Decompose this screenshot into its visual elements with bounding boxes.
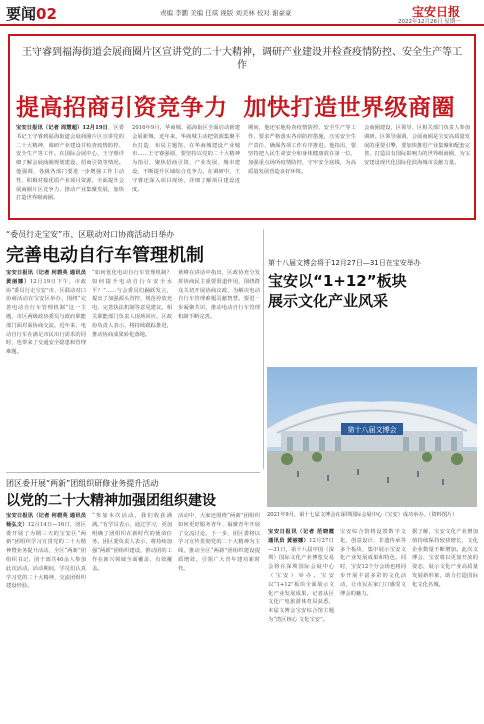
lead-byline: 宝安日报讯（记者 周慧超）12月19日	[16, 125, 108, 131]
story-b-byline: 宝安日报讯（记者 范晓霞 通讯员 黄丽娜）	[268, 529, 334, 544]
story-c-column-2: “参加本次活动，我们收获满满。”有学员表示，通过学习，更加明确了团组织在新时代的使命任务。团区委负责人表示，将持续加强“两新”团组织建设，推动团的工作在新兴领域全面覆盖、有效覆盖。	[92, 513, 172, 572]
story-c-headline: 以党的二十大精神加强团组织建设	[6, 493, 216, 509]
story-c-kicker: 团区委开展“两新”团组织研修业务提升活动	[6, 479, 159, 488]
paper-logo: 宝安日报	[412, 5, 461, 19]
divider	[263, 229, 264, 469]
story-a-kicker: “委员行走宝安”市、区联动对口协商活动日举办	[6, 230, 175, 239]
section-name: 要闻	[6, 5, 37, 23]
story-c-text-1: 12月14日—16日，团区委开展了为期三天的宝安区“两新”团组织学习宣贯党的二十大精神暨业务提升活动，全区“两新”团组织书记、团干部共40余人参加此次活动。活动期间，学员们认真学习党的二十大精神，交流团组织建设经验。	[6, 521, 86, 590]
story-expo	[268, 258, 478, 368]
lead-headline-left: 提高招商引资竞争力	[16, 95, 228, 121]
story-c-column-3: 活动中，大家还围绕“两新”团组织如何更好服务青年、凝聚青年开展了交流讨论。下一步，团区委将以学习宣传贯彻党的二十大精神为主线，推动全区“两新”团组织建设提质增效，引领广大青年建功新时代。	[178, 513, 260, 572]
page-number: 02	[36, 5, 57, 23]
story-a-column-2: “如何优化电动自行车管理机制？如何提升电动自行车安全水平？”……与会委员们踊跃发言，提出了加强源头管控、规范停放充电、完善执法机制等意见建议。相关职能部门负责人现场回应。区政协负责人表示，将持续跟踪推进，推动协商成果转化落地。	[92, 270, 172, 338]
divider	[6, 472, 260, 473]
lead-story	[8, 34, 476, 220]
story-b-headline-line2: 展示文化产业风采	[268, 292, 389, 310]
lead-kicker: 王守睿到福海街道会展商圈片区宣讲党的二十大精神，调研产业建设并检查疫情防控、安全生产等工作	[22, 47, 462, 71]
story-a-text-1: 12月19日下午，市政协“委员行走宝安”市、区联动对口协商活动在宝安区举办，围绕“完善电动自行车管理机制”这一主题，市区两级政协委员与政府职能部门面对面协商交流。近年来，电动自行车在满足市民出行需求的同时，也带来了交通安全隐患和管理难题。	[6, 278, 86, 356]
lead-column-1	[16, 124, 124, 218]
story-a-column-3: 黄峰在讲话中指出，区政协充分发挥协商民主重要渠道作用，围绕群众关切开展协商议政，为解决电动自行车管理难题贡献智慧。要进一步凝聚共识，推动电动自行车管理机制不断完善。	[178, 270, 260, 320]
story-expo-body	[268, 528, 478, 718]
story-youth-league	[6, 478, 262, 722]
story-c-column-1	[6, 512, 86, 718]
expo-sign: 第十八届文博会	[347, 426, 397, 434]
lead-column-2: 2016年9月，华商城、福海街区全面启动新建会展新城，近年来，华商城主动把资源集聚平台打造，布局主题馆，在华商城建设产业城市……王守睿强调，要坚持以党的二十大精神为指引，聚焦招商引资、产业发展、城市建设，不断提升区域综合竞争力。在调研中，王守睿还深入项目现场，详细了解项目建设进度。	[132, 125, 240, 193]
story-b-column-2: 宝安综合馆将设置数字文化、创意设计、非遗传承等多个板块，集中展示宝安文化产业发展成果和特色。同时，宝安12个分会场也将同步开展丰富多彩的文化活动，让市民在家门口感受文博会的魅力。	[340, 529, 406, 597]
story-b-column-1	[268, 528, 334, 718]
lead-headline-right: 加快打造世界级商圈	[243, 95, 455, 121]
lead-column-4: 会商圈建设，区领导、区相关部门负责人参加调研。区领导强调，会展商圈是宝安高质量发展的重要引擎，要加快推进产业集聚和配套完善，打造具有国际影响力的世界级商圈，为宝安建设现代化国际化滨海城市贡献力量。	[364, 125, 470, 167]
section-title	[6, 3, 57, 24]
page-header	[0, 0, 484, 26]
story-b-column-3: 据了解，宝安文化产业增加值持续保持较快增长，文化企业数量不断增加。此次文博会，宝安将以更加开放的姿态，展示文化产业高质量发展新形象，助力打造国际化文化名城。	[412, 529, 478, 588]
story-ev-management	[6, 229, 262, 469]
lead-text-1: ，区委书记王守睿到福海街道会展商圈片区宣讲党的二十大精神，调研产业建设并检查疫情防控、安全生产等工作。在国际会展中心，王守睿详细了解会展商圈规划建设、招商引资等情况。他强调，各级各部门要进一步增强工作主动性，积极对接优质产业项目资源，全面提升会展商圈片区竞争力，推动产业集聚发展，加快打造世界级商圈。	[16, 125, 124, 202]
story-a-column-1	[6, 269, 86, 467]
photo-caption: 2021年9月，第十七届文博会在深圳国际会展中心（宝安）成功举办。（资料图片）	[267, 512, 458, 518]
story-b-headline-line1: 宝安以“1+12”板块	[268, 272, 407, 290]
story-c-byline: 宝安日报讯（记者 何碧英 通讯员 杨弘文）	[6, 513, 86, 528]
story-a-headline: 完善电动自行车管理机制	[6, 245, 204, 266]
story-b-kicker: 第十八届文博会将于12月27日—31日在宝安举办	[268, 259, 421, 267]
story-b-text-1: 12月27日—31日，第十八届中国（深圳）国际文化产业博览交易会将在深圳国际会展中心（宝安）举办。宝安以“1+12”板块全面展示文化产业发展成果。记者从区文化广电旅游体育局获悉，本届文博会宝安综合馆主题为“湾区核心 文化宝安”。	[268, 537, 334, 623]
story-a-byline: 宝安日报讯（记者 何碧英 通讯员 黄丽娜）	[6, 270, 86, 285]
editor-credits: 责编 李鹏 美编 任琪 视版 刘美林 校对 谢豪豪	[160, 9, 292, 17]
expo-photo-image	[267, 367, 477, 507]
expo-photo	[267, 367, 477, 507]
lead-column-3: 期间，他还实地检查疫情防控、安全生产等工作，要求严格落实各项防控措施，压实安全生产责任，确保各项工作有序推进。他指出，要坚持把人民生命安全和身体健康放在第一位，加强重点场所疫情防控，守牢安全底线，为高质量发展营造良好环境。	[248, 125, 356, 175]
issue-date: 2022年12月26日 星期一	[398, 19, 461, 25]
lead-headline	[16, 89, 472, 122]
